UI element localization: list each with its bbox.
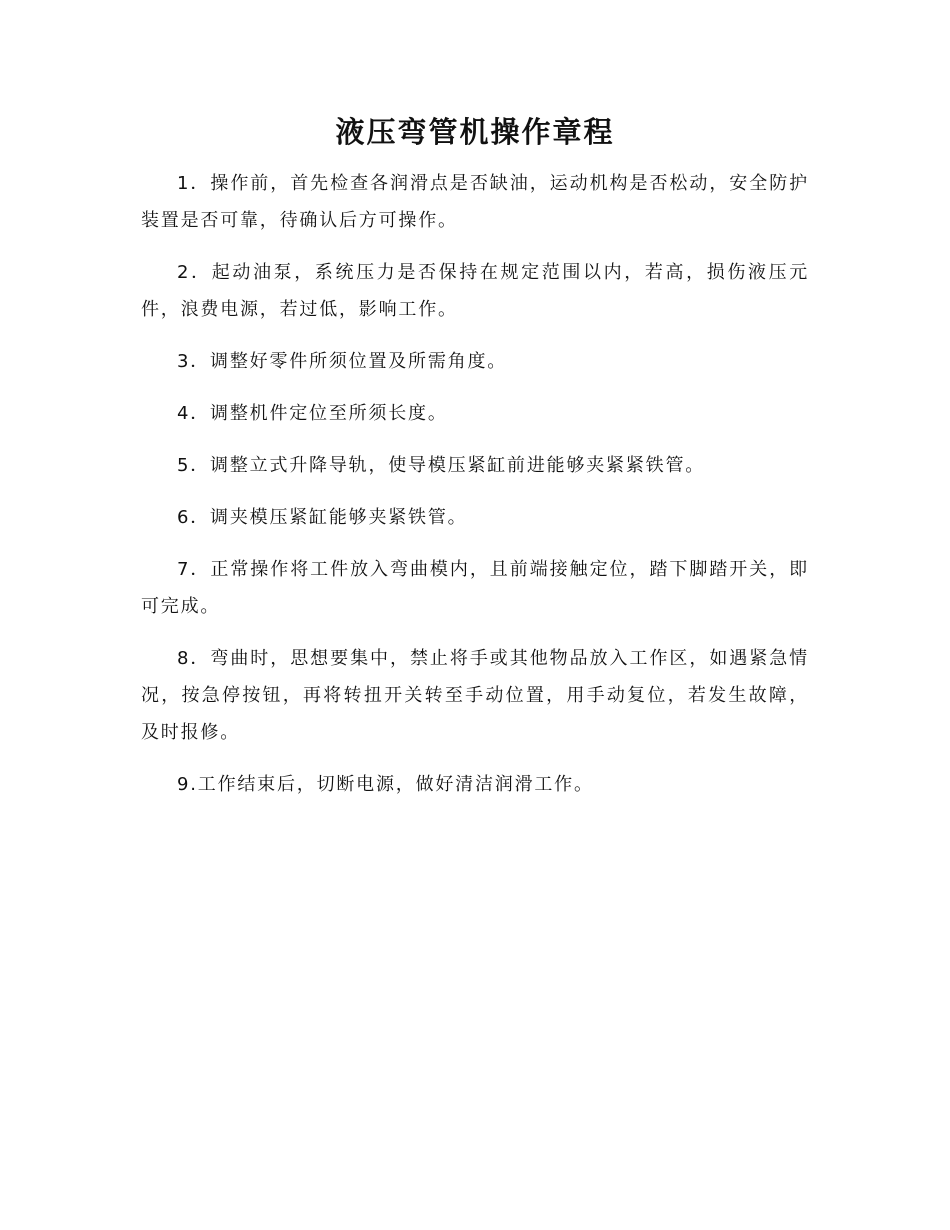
paragraph-step-4: 4．调整机件定位至所须长度。: [177, 403, 448, 424]
document-title: 液压弯管机操作章程: [335, 115, 615, 149]
paragraph-step-8: 8．弯曲时，思想要集中，禁止将手或其他物品放入工作区，如遇紧急情况，按急停按钮，再将转扭开关转至手动位置，用手动复位，若发生故障，及时报修。: [141, 648, 809, 743]
paragraph-step-9: 9.工作结束后，切断电源，做好清洁润滑工作。: [177, 774, 594, 795]
paragraph-step-1: 1．操作前，首先检查各润滑点是否缺油，运动机构是否松动，安全防护装置是否可靠，待确认后方可操作。: [141, 173, 809, 231]
document-body: [141, 165, 809, 818]
paragraph-step-7: 7．正常操作将工件放入弯曲模内，且前端接触定位，踏下脚踏开关，即可完成。: [141, 559, 809, 617]
paragraph-step-2: 2．起动油泵，系统压力是否保持在规定范围以内，若高，损伤液压元件，浪费电源，若过低，影响工作。: [141, 262, 809, 320]
paragraph-step-6: 6．调夹模压紧缸能够夹紧铁管。: [177, 507, 468, 528]
paragraph-step-3: 3．调整好零件所须位置及所需角度。: [177, 351, 508, 372]
paragraph-step-5: 5．调整立式升降导轨，使导模压紧缸前进能够夹紧紧铁管。: [177, 455, 706, 476]
